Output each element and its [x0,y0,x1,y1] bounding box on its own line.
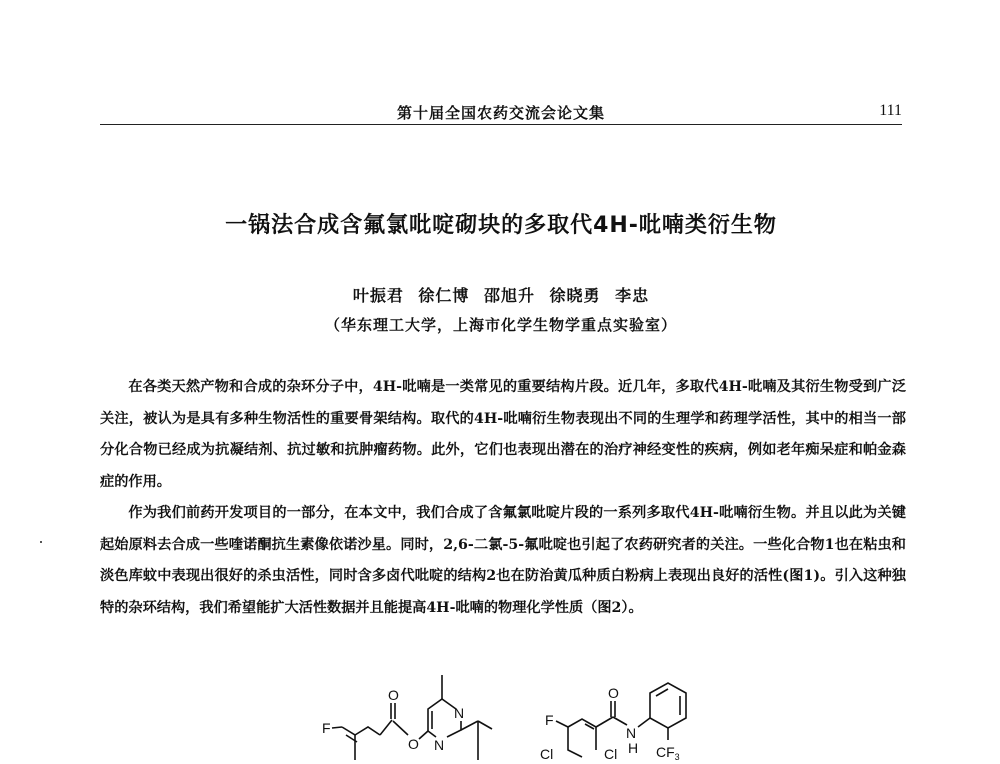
compound-2-structure [540,683,686,760]
compound1-cf-bond [332,727,342,728]
structure-drawing [300,665,720,760]
compound1-nitrogen-label-a: N [454,705,465,721]
compound1-carbonyl-link [380,720,392,735]
compound2-ring-top [568,719,596,750]
compound1-isopropyl-methyl-a [478,721,492,729]
compound2-n-aryl-bond [638,718,650,727]
compound1-fluorine-label: F [322,720,331,736]
compound2-fluorine-label: F [545,712,554,728]
compound2-chlorine-right-label: Cl [604,746,618,760]
compound1-isopropyl-bond [461,721,478,730]
figure-chemical-structures [300,665,720,760]
affiliation: （华东理工大学，上海市化学生物学重点实验室） [324,316,677,334]
compound2-chlorine-left-label: Cl [540,746,554,760]
compound2-cf3-label [656,744,680,760]
compound-1-structure [322,675,492,760]
paragraph-introduction: 在各类天然产物和合成的杂环分子中，4H-吡喃是一类常见的重要结构片段。近几年，多取代4H-吡喃及其衍生物受到广泛关注，被认为是具有多种生物活性的重要骨架结构。取代的4H-吡喃衍生物表现出不同的生理学和药理学活性，其中的相当一部分化合物已经成为抗凝结剂、抗过敏和抗肿瘤药物。此外，它们也表现出潜在的治疗神经变性的疾病，例如老年痴呆症和帕金森症的作用。 [100,379,906,490]
compound2-cf3-carbon: CF [656,744,675,760]
compound2-amide-bond [613,717,627,725]
page-number: 111 [879,102,902,119]
compound2-amide-hydrogen-label: H [628,740,639,756]
compound2-carbonyl-oxygen-label: O [608,685,619,701]
compound1-ring-top [355,727,380,735]
compound2-aryl-double-a [656,689,668,696]
compound1-nitrogen-label-b: N [434,737,445,753]
compound2-carbonyl-link [596,717,613,727]
running-title: 第十届全国农药交流会论文集 [396,104,605,122]
compound1-pyrimidine-lower-bond [428,731,436,737]
paper-title: 一锅法合成含氟氯吡啶砌块的多取代4H-吡喃类衍生物 [225,213,777,238]
body-text [100,372,906,624]
compound1-ester-pyrimidine-bond [419,731,428,739]
compound1-ester-bond [393,721,408,735]
compound2-ring-left [568,727,582,757]
compound1-carbonyl-oxygen-label: O [388,687,399,703]
compound2-amide-nitrogen-label: N [626,725,637,741]
compound1-pyrimidine-right [447,721,461,737]
compound2-cf-bond [556,721,568,727]
compound2-cf3-subscript: 3 [674,752,680,760]
compound1-ester-oxygen-label: O [408,736,419,752]
compound1-ring-left [342,727,355,760]
running-header [100,100,902,125]
author-list: 叶振君 徐仁博 邵旭升 徐晓勇 李忠 [352,286,650,305]
paragraph-objective: 作为我们前药开发项目的一部分，在本文中，我们合成了含氟氯吡啶片段的一系列多取代4H-吡喃衍生物。并且以此为关键起始原料去合成一些喹诺酮抗生素像依诺沙星。同时，2,6-二氯-5-氟吡啶也引起了农药研究者的关注。一些化合物1也在粘虫和淡色库蚊中表现出很好的杀虫活性，同时含多卤代吡啶的结构2也在防治黄瓜种质白粉病上表现出良好的活性(图1)。引入这种独特的杂环结构，我们希望能扩大活性数据并且能提高4H-吡喃的物理化学性质（图2）。 [100,505,906,616]
scan-speck [40,541,42,543]
